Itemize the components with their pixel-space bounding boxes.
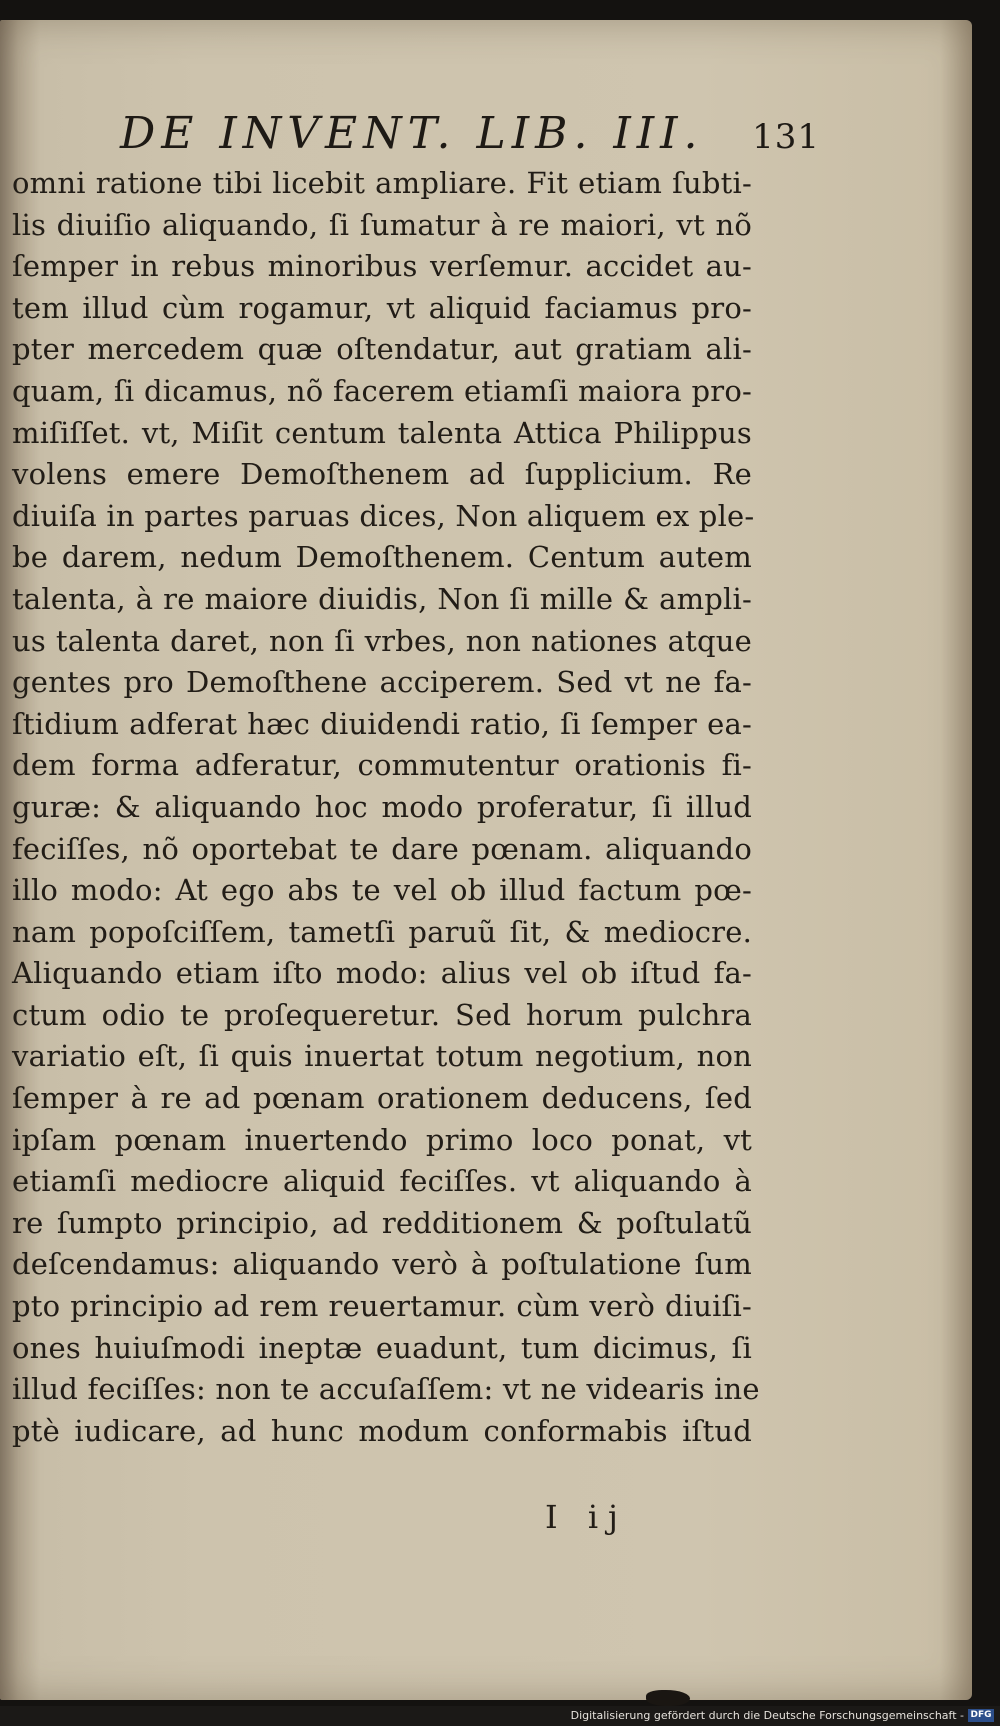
text-line: quam, ſi dicamus, nõ facerem etiamſi maiora pro-: [12, 373, 752, 408]
page-number: 131: [752, 117, 820, 157]
digitization-credit: Digitalisierung gefördert durch die Deutsche Forschungsgemeinschaft -: [570, 1709, 964, 1722]
ink-blot: [646, 1690, 690, 1706]
text-line: diuiſa in partes paruas dices, Non aliquem ex ple-: [12, 498, 755, 533]
text-line: etiamſi mediocre aliquid feciſſes. vt aliquando à: [12, 1164, 752, 1199]
text-line: ctum odio te proſequeretur. Sed horum pulchra: [12, 997, 752, 1032]
signature-mark: I ij: [545, 1498, 628, 1536]
text-line: omni ratione tibi licebit ampliare. Fit etiam ſubti-: [12, 166, 752, 200]
text-line: ones huiuſmodi ineptæ euadunt, tum dicimus, ſi: [12, 1330, 752, 1365]
text-line: lis diuiſio aliquando, ſi ſumatur à re maiori, vt nõ: [12, 207, 752, 242]
text-line: ſemper à re ad pœnam orationem deducens, ſed: [12, 1081, 752, 1116]
text-line: ipſam pœnam inuertendo primo loco ponat, vt: [12, 1122, 752, 1157]
text-line: miſiſſet. vt, Miſit centum talenta Attica Philippus: [12, 415, 752, 450]
text-line: gentes pro Demoſthene acciperem. Sed vt ne fa-: [12, 665, 752, 700]
text-line: talenta, à re maiore diuidis, Non ſi mille & ampli-: [12, 581, 752, 616]
text-line: guræ: & aliquando hoc modo proferatur, ſi illud: [12, 789, 752, 824]
body-text: [12, 163, 760, 1452]
text-line: ſtidium adferat hæc diuidendi ratio, ſi ſemper ea-: [12, 706, 752, 741]
text-line: dem forma adferatur, commutentur orationis fi-: [12, 748, 752, 783]
text-line: illud feciſſes: non te accuſaſſem: vt ne videaris ine: [12, 1372, 760, 1407]
text-line: volens emere Demoſthenem ad ſupplicium. Re: [12, 457, 752, 492]
book-page: [0, 20, 972, 1700]
text-line: feciſſes, nõ oportebat te dare pœnam. aliquando: [12, 831, 752, 866]
text-line: illo modo: At ego abs te vel ob illud factum pœ-: [12, 873, 752, 908]
text-line: tem illud cùm rogamur, vt aliquid faciamus pro-: [12, 290, 752, 325]
text-line: Aliquando etiam iſto modo: alius vel ob iſtud fa-: [12, 956, 752, 991]
text-line: ſemper in rebus minoribus verſemur. accidet au-: [12, 249, 752, 284]
text-line: ptè iudicare, ad hunc modum conformabis iſtud: [12, 1413, 752, 1448]
text-line: deſcendamus: aliquando verò à poſtulatione ſum: [12, 1247, 752, 1282]
text-line: pter mercedem quæ oſtendatur, aut gratiam ali-: [12, 332, 752, 367]
text-line: re ſumpto principio, ad redditionem & poſtulatũ: [12, 1205, 752, 1240]
text-line: variatio eſt, ſi quis inuertat totum negotium, non: [12, 1039, 752, 1074]
text-line: pto principio ad rem reuertamur. cùm verò diuiſi-: [12, 1289, 752, 1324]
running-head: [120, 108, 820, 159]
dfg-logo: DFG: [968, 1709, 994, 1722]
text-line: be darem, nedum Demoſthenem. Centum autem: [12, 540, 752, 575]
text-line: nam popoſciſſem, tametſi paruũ ſit, & mediocre.: [12, 914, 752, 949]
running-title: DE INVENT. LIB. III.: [120, 108, 704, 159]
text-line: us talenta daret, non ſi vrbes, non nationes atque: [12, 623, 752, 658]
